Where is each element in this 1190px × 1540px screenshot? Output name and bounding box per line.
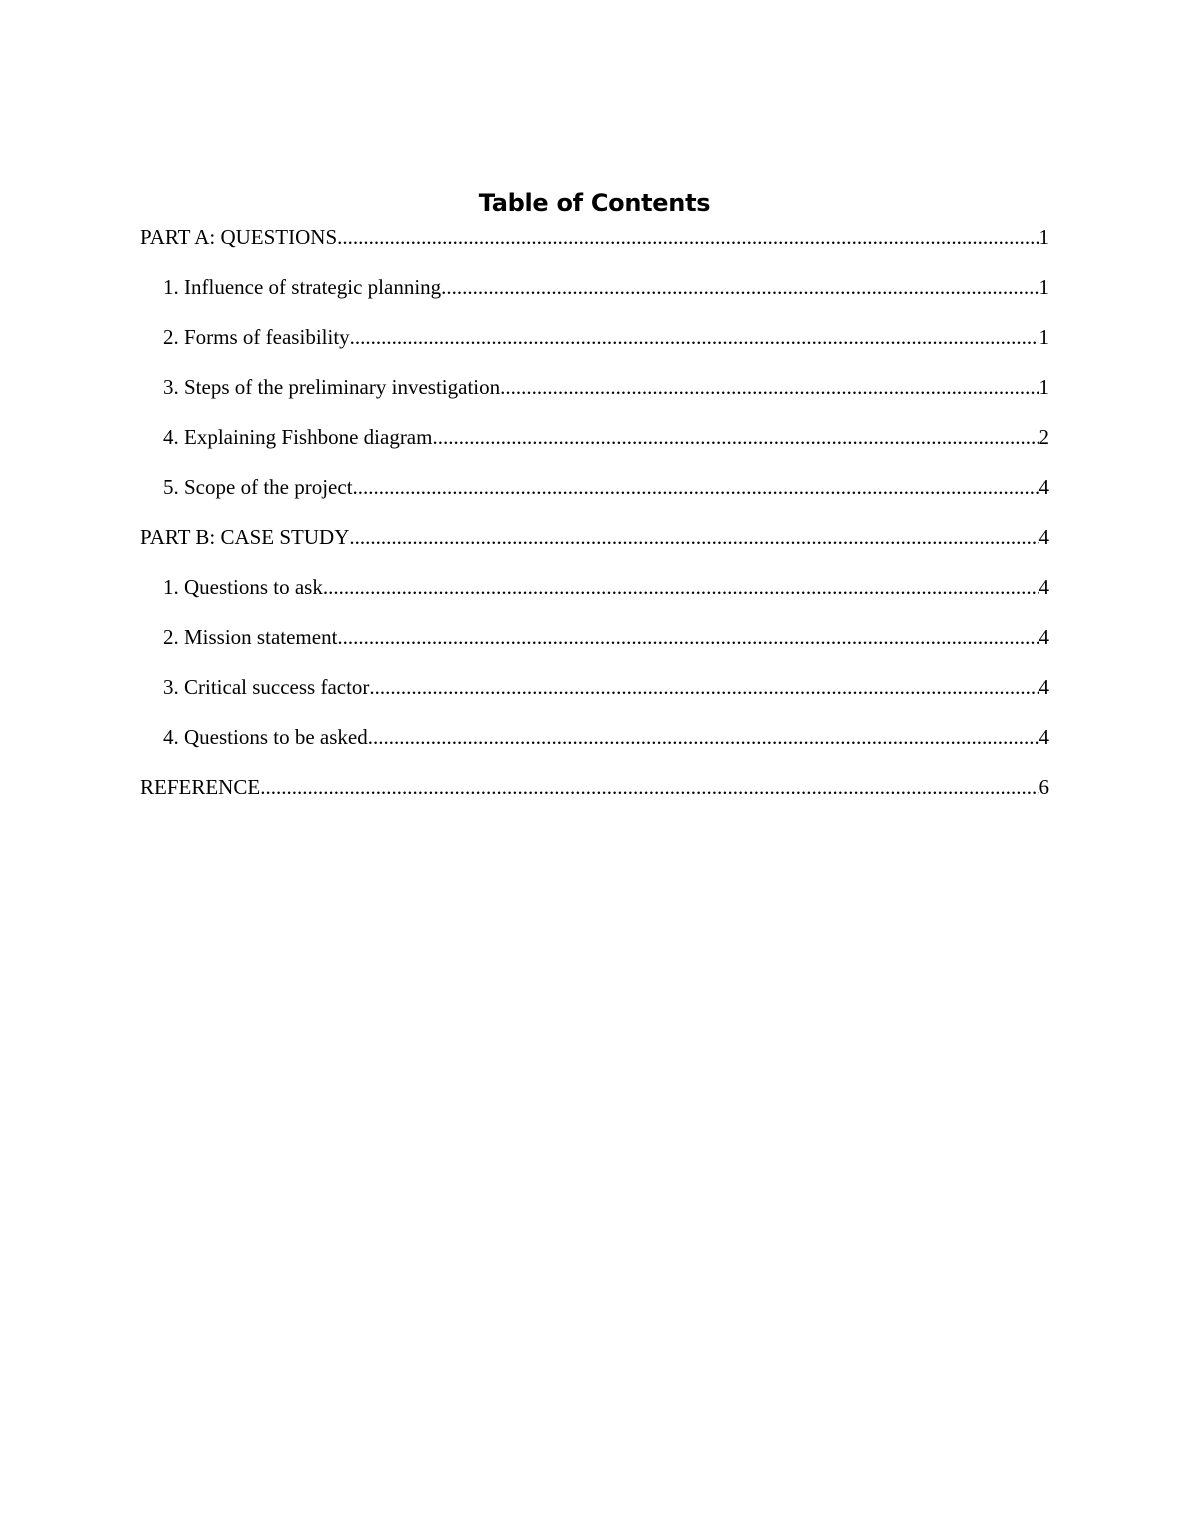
toc-page-number: 4 [1038,625,1049,649]
toc-dot-leader [323,574,1039,600]
toc-entry-mission-statement[interactable] [140,624,1049,674]
toc-entry-label: 1. Questions to ask [163,575,323,599]
toc-dot-leader [337,624,1038,650]
toc-entry-label: 4. Questions to be asked [163,725,368,749]
toc-dot-leader [500,374,1038,400]
toc-entry-label: 5. Scope of the project [163,475,353,499]
toc-entry-fishbone-diagram[interactable] [140,424,1049,474]
toc-page-number: 6 [1038,775,1049,799]
toc-dot-leader [432,424,1038,450]
toc-entry-label: REFERENCE [140,775,261,799]
toc-entry-questions-to-be-asked[interactable] [140,724,1049,774]
toc-dot-leader [337,224,1038,250]
toc-dot-leader [369,674,1038,700]
toc-dot-leader [441,274,1038,300]
toc-entry-part-a[interactable] [140,224,1049,274]
toc-entry-questions-to-ask[interactable] [140,574,1049,624]
toc-entry-label: PART A: QUESTIONS [140,225,338,249]
toc-dot-leader [353,474,1039,500]
toc-list [140,224,1049,824]
toc-dot-leader [350,324,1039,350]
toc-entry-reference[interactable] [140,774,1049,824]
toc-entry-label: 4. Explaining Fishbone diagram [163,425,433,449]
toc-entry-label: PART B: CASE STUDY [140,525,350,549]
toc-entry-label: 2. Forms of feasibility [163,325,350,349]
toc-dot-leader [368,724,1039,750]
toc-page-number: 1 [1038,375,1049,399]
toc-dot-leader [260,774,1038,800]
toc-dot-leader [349,524,1038,550]
toc-entry-preliminary-investigation[interactable] [140,374,1049,424]
toc-entry-forms-of-feasibility[interactable] [140,324,1049,374]
toc-page-number: 1 [1038,225,1049,249]
toc-entry-label: 1. Influence of strategic planning [163,275,442,299]
toc-page-number: 4 [1038,475,1049,499]
toc-entry-label: 3. Critical success factor [163,675,370,699]
toc-entry-strategic-planning[interactable] [140,274,1049,324]
toc-entry-scope-of-project[interactable] [140,474,1049,524]
toc-page-number: 1 [1038,325,1049,349]
toc-entry-part-b[interactable] [140,524,1049,574]
toc-page-number: 1 [1038,275,1049,299]
table-of-contents [140,184,1049,824]
toc-page-number: 4 [1038,575,1049,599]
toc-page-number: 4 [1038,675,1049,699]
toc-title: Table of Contents [478,189,711,217]
toc-page-number: 2 [1038,425,1049,449]
toc-page-number: 4 [1038,525,1049,549]
toc-entry-label: 2. Mission statement [163,625,338,649]
toc-entry-critical-success-factor[interactable] [140,674,1049,724]
toc-entry-label: 3. Steps of the preliminary investigation [163,375,501,399]
toc-page-number: 4 [1038,725,1049,749]
